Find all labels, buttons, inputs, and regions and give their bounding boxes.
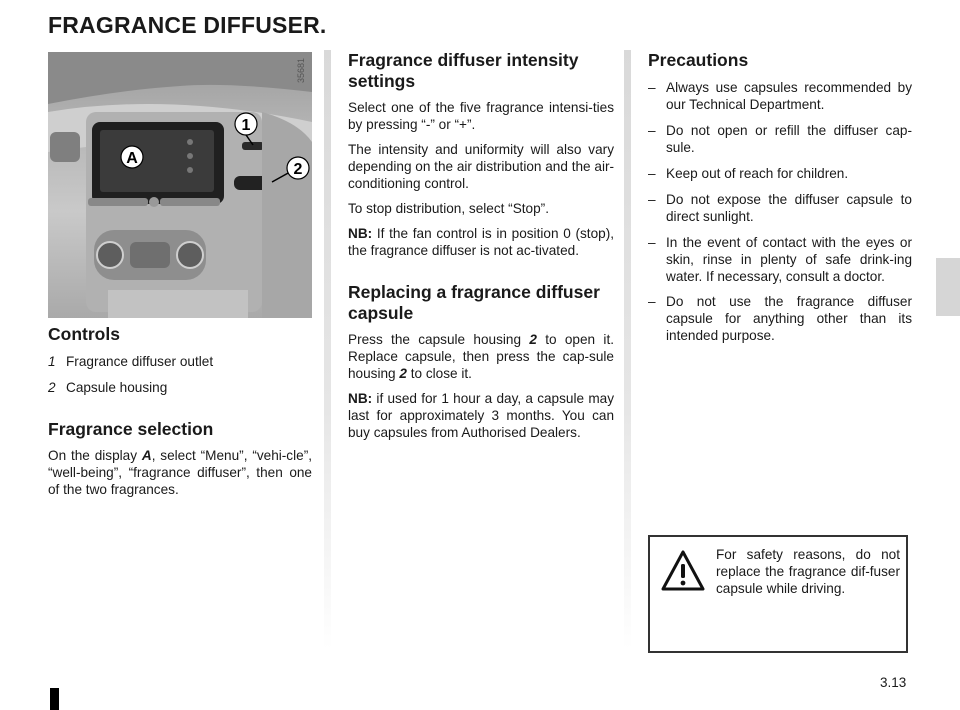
svg-text:1: 1 xyxy=(241,117,251,134)
warning-text: For safety reasons, do not replace the fragrance dif-fuser capsule while driving. xyxy=(716,547,900,596)
left-column xyxy=(48,50,312,507)
intensity-note: NB: If the fan control is in position 0 (stop), the fragrance diffuser is not ac-tivated. xyxy=(348,226,614,259)
page-title: FRAGRANCE DIFFUSER. xyxy=(48,12,327,38)
replacing-heading: Replacing a fragrance diffuser capsule xyxy=(348,282,600,323)
intensity-paragraph-1: Select one of the five fragrance intensi-ties by pressing “-” or “+”. xyxy=(348,100,614,133)
chapter-tab xyxy=(936,258,960,316)
selection-text: On the display A, select “Menu”, “vehi-cle”, “well-being”, “fragrance diffuser”, then one of the two fragrances. xyxy=(48,448,312,498)
precaution-item: – Keep out of reach for children. xyxy=(648,165,849,181)
svg-text:A: A xyxy=(126,150,138,167)
precautions-list xyxy=(648,80,912,346)
dashboard-photo xyxy=(48,52,312,318)
intensity-heading: Fragrance diffuser intensity settings xyxy=(348,50,579,91)
precaution-item: – Always use capsules recommended by our Technical Department. xyxy=(648,79,912,112)
replacing-note: NB: if used for 1 hour a day, a capsule may last for approximately 3 months. You can buy capsules from Authorised Dealers. xyxy=(348,391,614,441)
precaution-item: – Do not expose the diffuser capsule to direct sunlight. xyxy=(648,191,912,224)
middle-column xyxy=(348,50,614,450)
warning-triangle-icon xyxy=(660,549,706,593)
column-divider-left xyxy=(324,50,331,650)
precautions-heading: Precautions xyxy=(648,50,749,70)
svg-text:2: 2 xyxy=(293,161,303,178)
page-number: 3.13 xyxy=(880,675,907,690)
right-column xyxy=(648,50,912,354)
corner-mark xyxy=(50,688,59,710)
controls-heading: Controls xyxy=(48,324,120,344)
intensity-paragraph-2: The intensity and uniformity will also vary depending on the air distribution and the air-conditioning control. xyxy=(348,142,615,192)
precaution-item: – Do not use the fragrance diffuser capsule for anything other than its intended purpose. xyxy=(648,294,912,344)
figure-reference: 35681 xyxy=(296,58,306,84)
safety-warning-box xyxy=(648,535,908,653)
controls-item: 1 Fragrance diffuser outlet xyxy=(48,353,214,369)
column-divider-right xyxy=(624,50,631,650)
controls-item: 2 Capsule housing xyxy=(48,379,168,395)
dashboard-illustration xyxy=(48,52,312,318)
intensity-paragraph-3: To stop distribution, select “Stop”. xyxy=(348,201,549,217)
precaution-item: – Do not open or refill the diffuser cap-sule. xyxy=(648,122,912,155)
precaution-item: – In the event of contact with the eyes or skin, rinse in plenty of safe drink-ing water. If necessary, consult a doctor. xyxy=(648,234,912,284)
replacing-paragraph: Press the capsule housing 2 to open it. Replace capsule, then press the cap-sule housing 2 to close it. xyxy=(348,332,614,382)
selection-heading: Fragrance selection xyxy=(48,418,214,439)
controls-list xyxy=(48,354,312,397)
